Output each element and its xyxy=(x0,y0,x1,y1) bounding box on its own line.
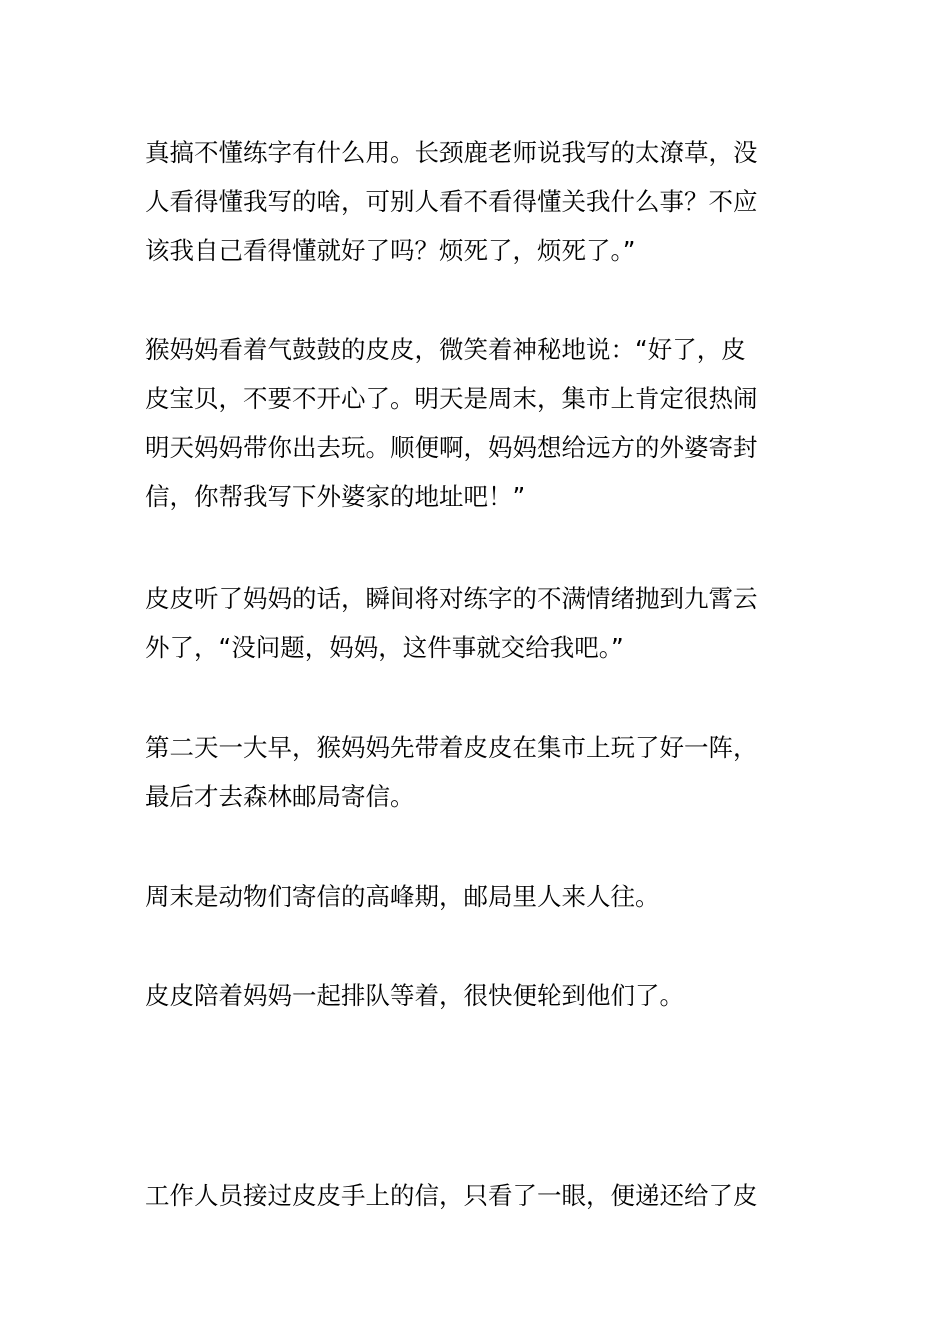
paragraph-post-office-busy xyxy=(145,872,807,921)
paragraph-mother-reply xyxy=(145,325,807,521)
text-line: 周末是动物们寄信的高峰期，邮局里人来人往。 xyxy=(145,882,660,911)
text-line: 皮皮陪着妈妈一起排队等着，很快便轮到他们了。 xyxy=(145,981,684,1010)
paragraph-queue xyxy=(145,971,807,1020)
text-line: 皮宝贝，不要不开心了。明天是周末，集市上肯定很热闹 xyxy=(145,384,758,413)
text-line: 信，你帮我写下外婆家的地址吧！” xyxy=(145,482,526,511)
text-line: 该我自己看得懂就好了吗？烦死了，烦死了。” xyxy=(145,236,636,265)
text-line: 第二天一大早，猴妈妈先带着皮皮在集市上玩了好一阵， xyxy=(145,733,758,762)
text-line: 人看得懂我写的啥，可别人看不看得懂关我什么事？不应 xyxy=(145,187,758,216)
paragraph-complaint xyxy=(145,128,807,275)
text-line: 猴妈妈看着气鼓鼓的皮皮，微笑着神秘地说：“好了，皮 xyxy=(145,335,746,364)
paragraph-next-day xyxy=(145,723,807,821)
text-line: 外了，“没问题，妈妈，这件事就交给我吧。” xyxy=(145,633,624,662)
paragraph-staff xyxy=(145,1171,807,1220)
text-line: 工作人员接过皮皮手上的信，只看了一眼，便递还给了皮 xyxy=(145,1181,758,1210)
text-line: 真搞不懂练字有什么用。长颈鹿老师说我写的太潦草，没 xyxy=(145,138,758,167)
text-line: 皮皮听了妈妈的话，瞬间将对练字的不满情绪抛到九霄云 xyxy=(145,584,758,613)
text-line: 明天妈妈带你出去玩。顺便啊，妈妈想给远方的外婆寄封 xyxy=(145,433,758,462)
paragraph-pipi-agrees xyxy=(145,574,807,672)
text-line: 最后才去森林邮局寄信。 xyxy=(145,782,415,811)
